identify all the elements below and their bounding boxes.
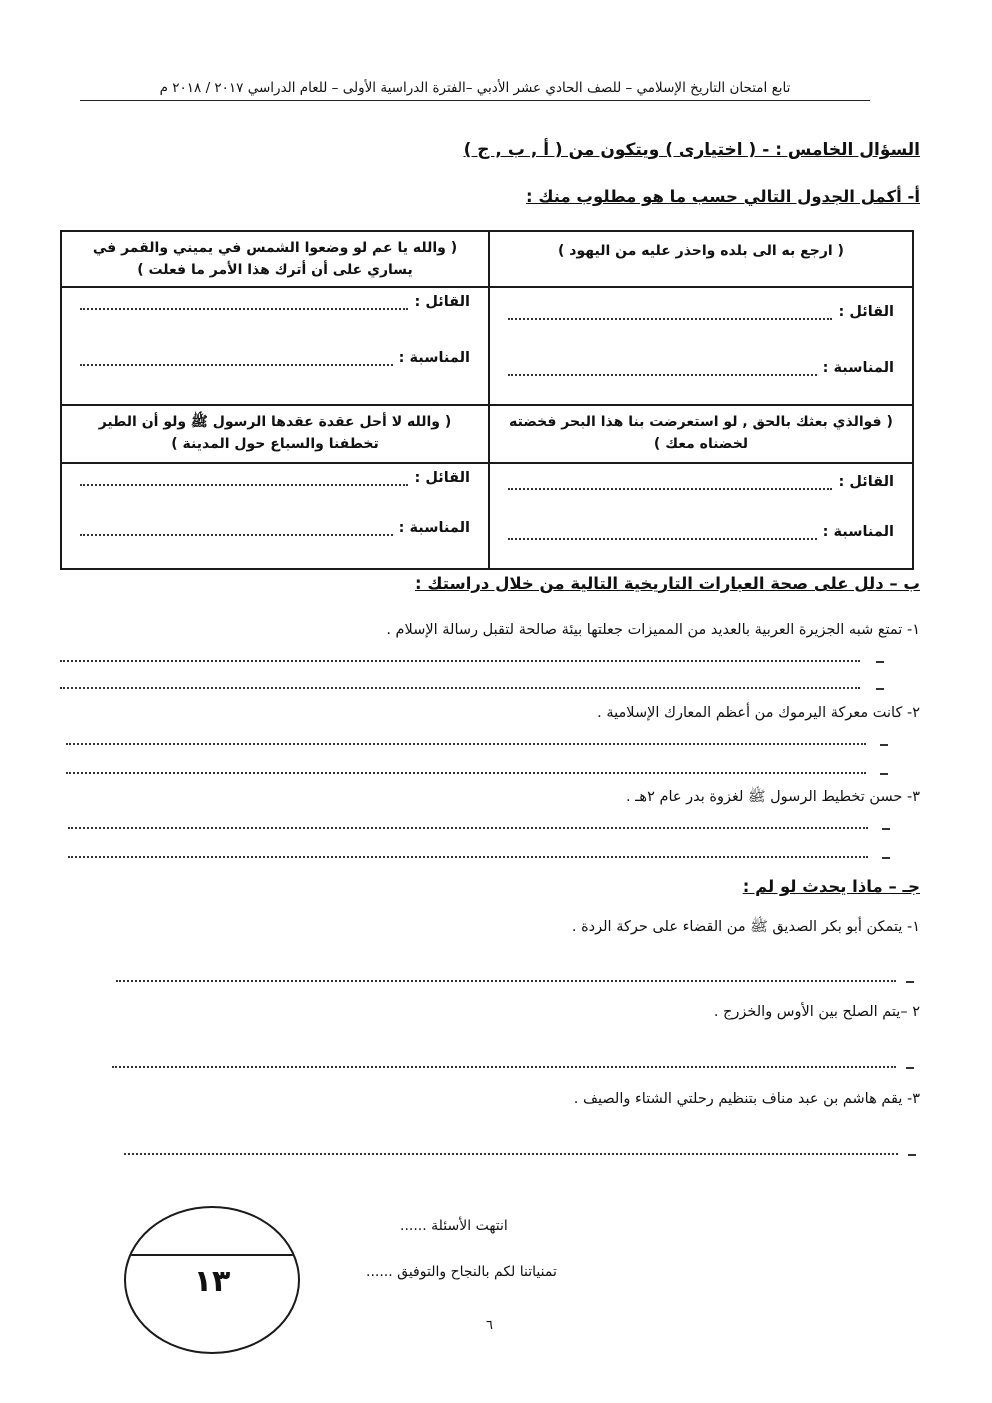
part-a-title: أ- أكمل الجدول التالي حسب ما هو مطلوب منك :	[526, 187, 920, 206]
end-text: انتهت الأسئلة ......	[400, 1218, 508, 1234]
answer-line[interactable]	[60, 686, 860, 689]
quote-text: ( فوالذي بعثك بالحق , لو استعرضت بنا هذا البحر فخضته لخضناه معك )	[509, 414, 893, 452]
bullet-dash	[880, 744, 888, 746]
bullet-dash	[882, 828, 890, 830]
part-b-item-1: ١- تمتع شبه الجزيرة العربية بالعديد من المميزات جعلتها بيئة صالحة لتقبل رسالة الإسلام .	[386, 622, 920, 638]
occasion-answer	[490, 524, 912, 540]
score-value: ١٣	[193, 1264, 231, 1299]
part-c-item-3: ٣- يقم هاشم بن عبد مناف بتنظيم رحلتي الشتاء والصيف .	[573, 1091, 920, 1107]
answer-line[interactable]	[60, 659, 860, 662]
answer-line[interactable]	[112, 1065, 896, 1068]
part-b-item-3: ٣- حسن تخطيط الرسول ﷺ لغزوة بدر عام ٢هـ .	[625, 789, 920, 805]
bullet-dash	[876, 661, 884, 663]
speaker-label: القائل :	[838, 304, 894, 320]
part-c-item-1: ١- يتمكن أبو بكر الصديق ﷺ من القضاء على حركة الردة .	[571, 919, 920, 935]
speaker-label: القائل :	[414, 470, 470, 486]
answer-line[interactable]	[508, 526, 817, 540]
answer-line[interactable]	[80, 352, 393, 366]
part-c-item-2: ٢ –يتم الصلح بين الأوس والخزرج .	[713, 1004, 920, 1020]
bullet-dash	[908, 1154, 916, 1156]
bullet-dash	[906, 1067, 914, 1069]
bullet-dash	[906, 981, 914, 983]
quotes-table	[60, 230, 914, 570]
answer-line[interactable]	[80, 522, 393, 536]
answer-line[interactable]	[68, 855, 868, 858]
occasion-answer	[490, 360, 912, 376]
part-b-item-2: ٢- كانت معركة اليرموك من أعظم المعارك الإسلامية .	[597, 705, 920, 721]
quote-text: ( والله لا أحل عقدة عقدها الرسول ﷺ ولو أن الطير تخطفنا والسباع حول المدينة )	[98, 414, 452, 452]
answer-line[interactable]	[508, 476, 832, 490]
speaker-label: القائل :	[838, 474, 894, 490]
answer-line[interactable]	[508, 306, 832, 320]
bullet-dash	[882, 857, 890, 859]
answer-cell-1	[489, 287, 913, 405]
answer-line[interactable]	[80, 296, 408, 310]
quote-cell-4	[61, 405, 489, 463]
speaker-answer	[62, 294, 488, 310]
part-b-title: ب – دلل على صحة العبارات التاريخية التالية من خلال دراستك :	[415, 574, 920, 593]
badge-divider	[126, 1254, 298, 1256]
quote-cell-2	[61, 231, 489, 287]
answer-line[interactable]	[68, 826, 868, 829]
answer-line[interactable]	[124, 1152, 898, 1155]
page-number: ٦	[486, 1318, 493, 1333]
score-badge	[124, 1206, 300, 1354]
answer-cell-2	[61, 287, 489, 405]
answer-line[interactable]	[66, 742, 866, 745]
exam-header: تابع امتحان التاريخ الإسلامي – للصف الحادي عشر الأدبي –الفترة الدراسية الأولى – للعام الدراسي ٢٠١٧ / ٢٠١٨ م	[80, 80, 870, 101]
quote-text: ( والله يا عم لو وضعوا الشمس في يميني والقمر في يساري على أن أترك هذا الأمر ما فعلت )	[92, 240, 458, 278]
bullet-dash	[876, 688, 884, 690]
quote-cell-3	[489, 405, 913, 463]
speaker-answer	[490, 304, 912, 320]
answer-line[interactable]	[80, 472, 408, 486]
occasion-label: المناسبة :	[398, 350, 470, 366]
part-c-title: جـ – ماذا يحدث لو لم :	[742, 877, 920, 896]
answer-line[interactable]	[66, 771, 866, 774]
answer-line[interactable]	[508, 362, 817, 376]
question-title: السؤال الخامس : - ( اختيارى ) ويتكون من ( أ , ب , ج )	[463, 140, 920, 160]
occasion-label: المناسبة :	[398, 520, 470, 536]
occasion-label: المناسبة :	[822, 360, 894, 376]
answer-line[interactable]	[116, 979, 896, 982]
quote-text: ( ارجع به الى بلده واحذر عليه من اليهود )	[558, 243, 844, 259]
bullet-dash	[880, 773, 888, 775]
answer-cell-4	[61, 463, 489, 569]
speaker-label: القائل :	[414, 294, 470, 310]
occasion-answer	[62, 520, 488, 536]
occasion-answer	[62, 350, 488, 366]
quote-cell-1	[489, 231, 913, 287]
occasion-label: المناسبة :	[822, 524, 894, 540]
speaker-answer	[62, 470, 488, 486]
speaker-answer	[490, 474, 912, 490]
answer-cell-3	[489, 463, 913, 569]
wishes-text: تمنياتنا لكم بالنجاح والتوفيق ......	[366, 1264, 557, 1280]
